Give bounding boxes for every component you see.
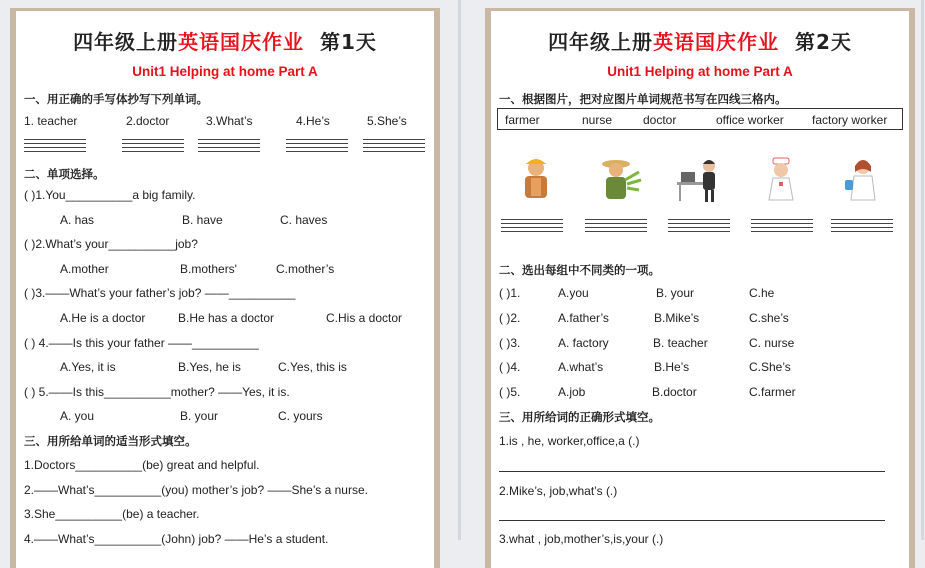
question-stem: ( )2.What’s your__________job? <box>24 237 198 251</box>
section-2-heading: 二、单项选择。 <box>24 169 105 181</box>
option-b: B.mothers' <box>180 262 237 276</box>
nurse-figure <box>753 154 811 204</box>
four-line-grid[interactable] <box>198 139 260 152</box>
option-c: C.His a doctor <box>326 311 403 325</box>
title-grade: 四年级上册 <box>73 30 179 54</box>
option-c: C.mother’s <box>276 262 335 276</box>
title-day: 第1天 <box>320 30 377 54</box>
option-b: B.doctor <box>652 385 697 399</box>
four-line-grid[interactable] <box>501 219 563 232</box>
option-a: A. factory <box>558 336 609 350</box>
option-c: C.Yes, this is <box>278 360 347 374</box>
option-c: C. yours <box>278 409 323 423</box>
section-1-heading: 一、根据图片，把对应图片单词规范书写在四线三格内。 <box>499 94 787 106</box>
worksheet-day2 <box>485 8 915 568</box>
four-line-grid[interactable] <box>751 219 813 232</box>
reorder-words: 1.is , he, worker,office,a (.) <box>499 434 640 448</box>
option-a: A. has <box>60 213 95 227</box>
answer-line[interactable] <box>499 520 885 521</box>
option-b: B.Yes, he is <box>178 360 241 374</box>
option-c: C. haves <box>280 213 328 227</box>
word-bank-item: nurse <box>582 113 613 127</box>
odd-one-out-number: ( )3. <box>499 336 521 350</box>
day2-title <box>485 26 915 55</box>
copy-word: 1. teacher <box>24 114 78 128</box>
title-subject: 英语国庆作业 <box>178 30 305 54</box>
fill-sentence: 1.Doctors__________(be) great and helpful. <box>24 458 260 472</box>
page-frame-top <box>485 8 915 11</box>
copy-word: 4.He’s <box>296 114 330 128</box>
question-stem: ( )1.You__________a big family. <box>24 188 196 202</box>
copy-word: 5.She’s <box>367 114 407 128</box>
section-1-heading: 一、用正确的手写体抄写下列单词。 <box>24 94 208 106</box>
doctor-figure <box>833 154 891 204</box>
fill-sentence: 3.She__________(be) a teacher. <box>24 507 200 521</box>
option-a: A. you <box>60 409 95 423</box>
odd-one-out-number: ( )4. <box>499 360 521 374</box>
title-grade: 四年级上册 <box>548 30 654 54</box>
option-a: A.mother <box>60 262 109 276</box>
option-c: C.she’s <box>749 311 789 325</box>
four-line-grid[interactable] <box>585 219 647 232</box>
option-c: C.he <box>749 286 775 300</box>
page-divider-scrollbar[interactable] <box>458 0 461 540</box>
four-line-grid[interactable] <box>286 139 348 152</box>
question-stem: ( )3.——What’s your father’s job? ——__________ <box>24 286 296 300</box>
fill-sentence: 2.——What’s__________(you) mother’s job? ——She’s a nurse. <box>24 483 368 497</box>
answer-line[interactable] <box>499 471 885 472</box>
office-worker-figure <box>671 154 729 204</box>
title-day: 第2天 <box>795 30 852 54</box>
option-a: A.He is a doctor <box>60 311 146 325</box>
word-bank-item: farmer <box>505 113 540 127</box>
farmer-figure <box>589 154 647 204</box>
copy-word: 3.What’s <box>206 114 253 128</box>
four-line-grid[interactable] <box>24 139 86 152</box>
option-b: B. teacher <box>653 336 708 350</box>
copy-word: 2.doctor <box>126 114 170 128</box>
reorder-words: 3.what , job,mother’s,is,your (.) <box>499 532 664 546</box>
odd-one-out-number: ( )1. <box>499 286 521 300</box>
reorder-words: 2.Mike’s, job,what’s (.) <box>499 484 618 498</box>
right-scrollbar[interactable] <box>921 0 924 540</box>
option-b: B.He’s <box>654 360 690 374</box>
option-b: B. have <box>182 213 223 227</box>
question-stem: ( ) 5.——Is this__________mother? ——Yes, it is. <box>24 385 290 399</box>
odd-one-out-number: ( )5. <box>499 385 521 399</box>
word-bank-item: office worker <box>716 113 784 127</box>
option-b: B.He has a doctor <box>178 311 275 325</box>
option-a: A.father’s <box>558 311 609 325</box>
question-stem: ( ) 4.——Is this your father ——__________ <box>24 336 259 350</box>
four-line-grid[interactable] <box>831 219 893 232</box>
fill-sentence: 4.——What’s__________(John) job? ——He’s a student. <box>24 532 329 546</box>
option-c: C. nurse <box>749 336 795 350</box>
worksheet-day1 <box>10 8 440 568</box>
odd-one-out-number: ( )2. <box>499 311 521 325</box>
four-line-grid[interactable] <box>363 139 425 152</box>
factory-worker-figure <box>507 154 565 204</box>
unit-heading: Unit1 Helping at home Part A <box>607 64 793 79</box>
unit-heading: Unit1 Helping at home Part A <box>132 64 318 79</box>
option-c: C.farmer <box>749 385 796 399</box>
option-c: C.She’s <box>749 360 791 374</box>
section-2-heading: 二、选出每组中不同类的一项。 <box>499 265 660 277</box>
option-a: A.what’s <box>558 360 604 374</box>
option-a: A.you <box>558 286 589 300</box>
option-b: B. your <box>180 409 219 423</box>
section-3-heading: 三、用所给词的正确形式填空。 <box>499 412 660 424</box>
option-a: A.job <box>558 385 586 399</box>
four-line-grid[interactable] <box>122 139 184 152</box>
option-a: A.Yes, it is <box>60 360 116 374</box>
option-b: B.Mike’s <box>654 311 700 325</box>
title-subject: 英语国庆作业 <box>653 30 780 54</box>
page-frame-top <box>10 8 440 11</box>
word-bank-item: doctor <box>643 113 677 127</box>
option-b: B. your <box>656 286 695 300</box>
section-3-heading: 三、用所给单词的适当形式填空。 <box>24 436 197 448</box>
day1-title <box>10 26 440 55</box>
four-line-grid[interactable] <box>668 219 730 232</box>
word-bank-item: factory worker <box>812 113 888 127</box>
